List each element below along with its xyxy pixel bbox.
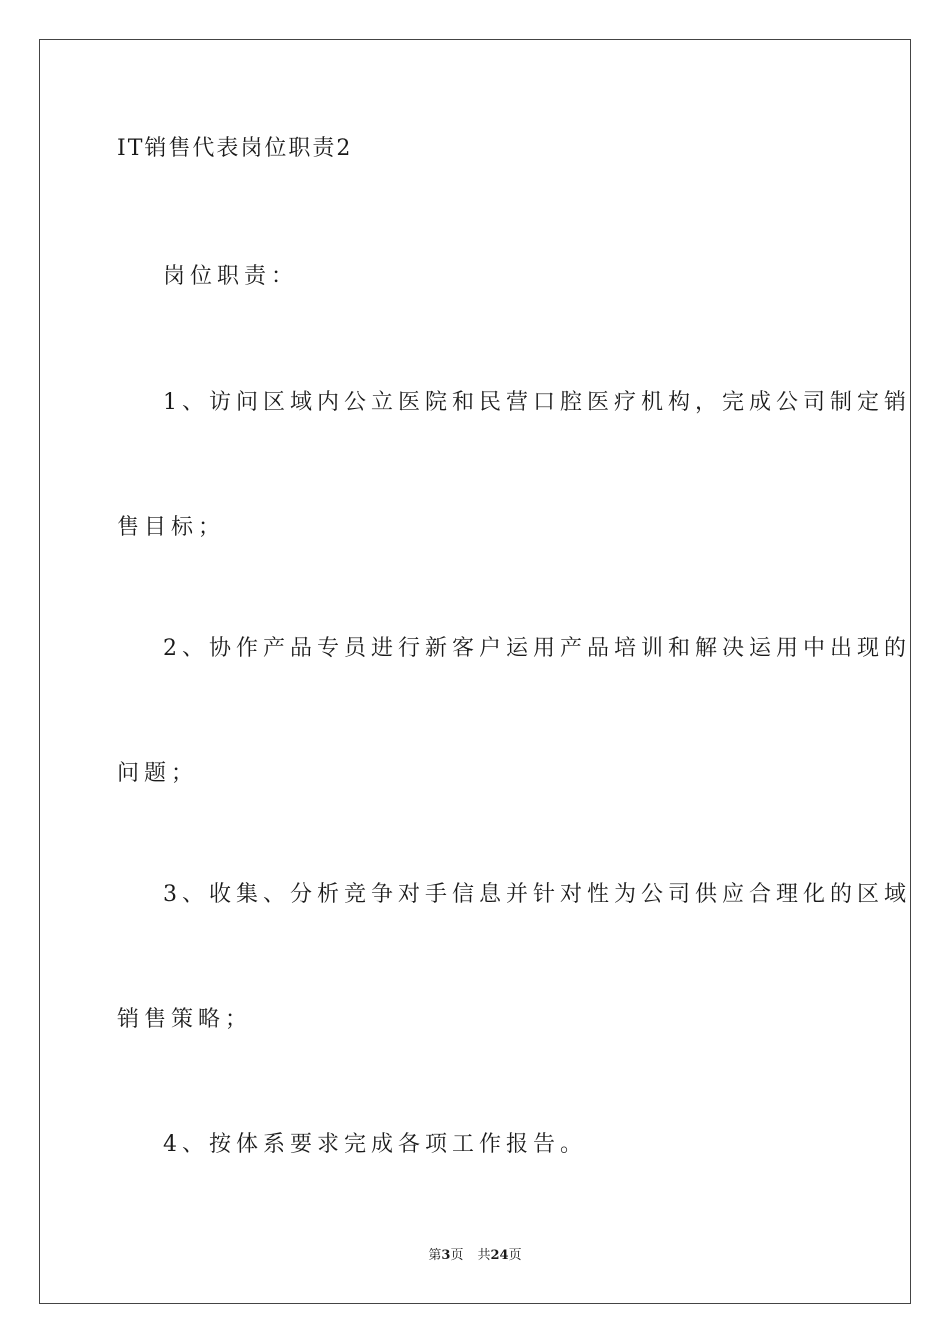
- list-item-3-line-2: 销售策略；: [117, 1007, 253, 1032]
- section-heading: 岗位职责：: [163, 264, 299, 289]
- list-item-1-line-2: 售目标；: [117, 515, 226, 540]
- total-pages: 24: [490, 1248, 509, 1263]
- list-item-3-line-1: 3、收集、分析竞争对手信息并针对性为公司供应合理化的区域: [163, 882, 911, 907]
- page-prefix: 第: [428, 1248, 442, 1263]
- list-item-2-line-2: 问题；: [117, 761, 199, 786]
- list-item-1-line-1: 1、访问区域内公立医院和民营口腔医疗机构，完成公司制定销: [163, 390, 911, 415]
- document-title: IT销售代表岗位职责2: [117, 136, 353, 161]
- page-suffix: 页: [450, 1248, 464, 1263]
- list-item-4-line-1: 4、按体系要求完成各项工作报告。: [163, 1132, 587, 1157]
- list-item-2-line-1: 2、协作产品专员进行新客户运用产品培训和解决运用中出现的: [163, 636, 911, 661]
- total-suffix: 页: [508, 1248, 522, 1263]
- page-border: [39, 39, 911, 1304]
- total-prefix: 共: [477, 1248, 491, 1263]
- page-footer: [0, 1247, 950, 1265]
- page-number: 3: [441, 1248, 451, 1263]
